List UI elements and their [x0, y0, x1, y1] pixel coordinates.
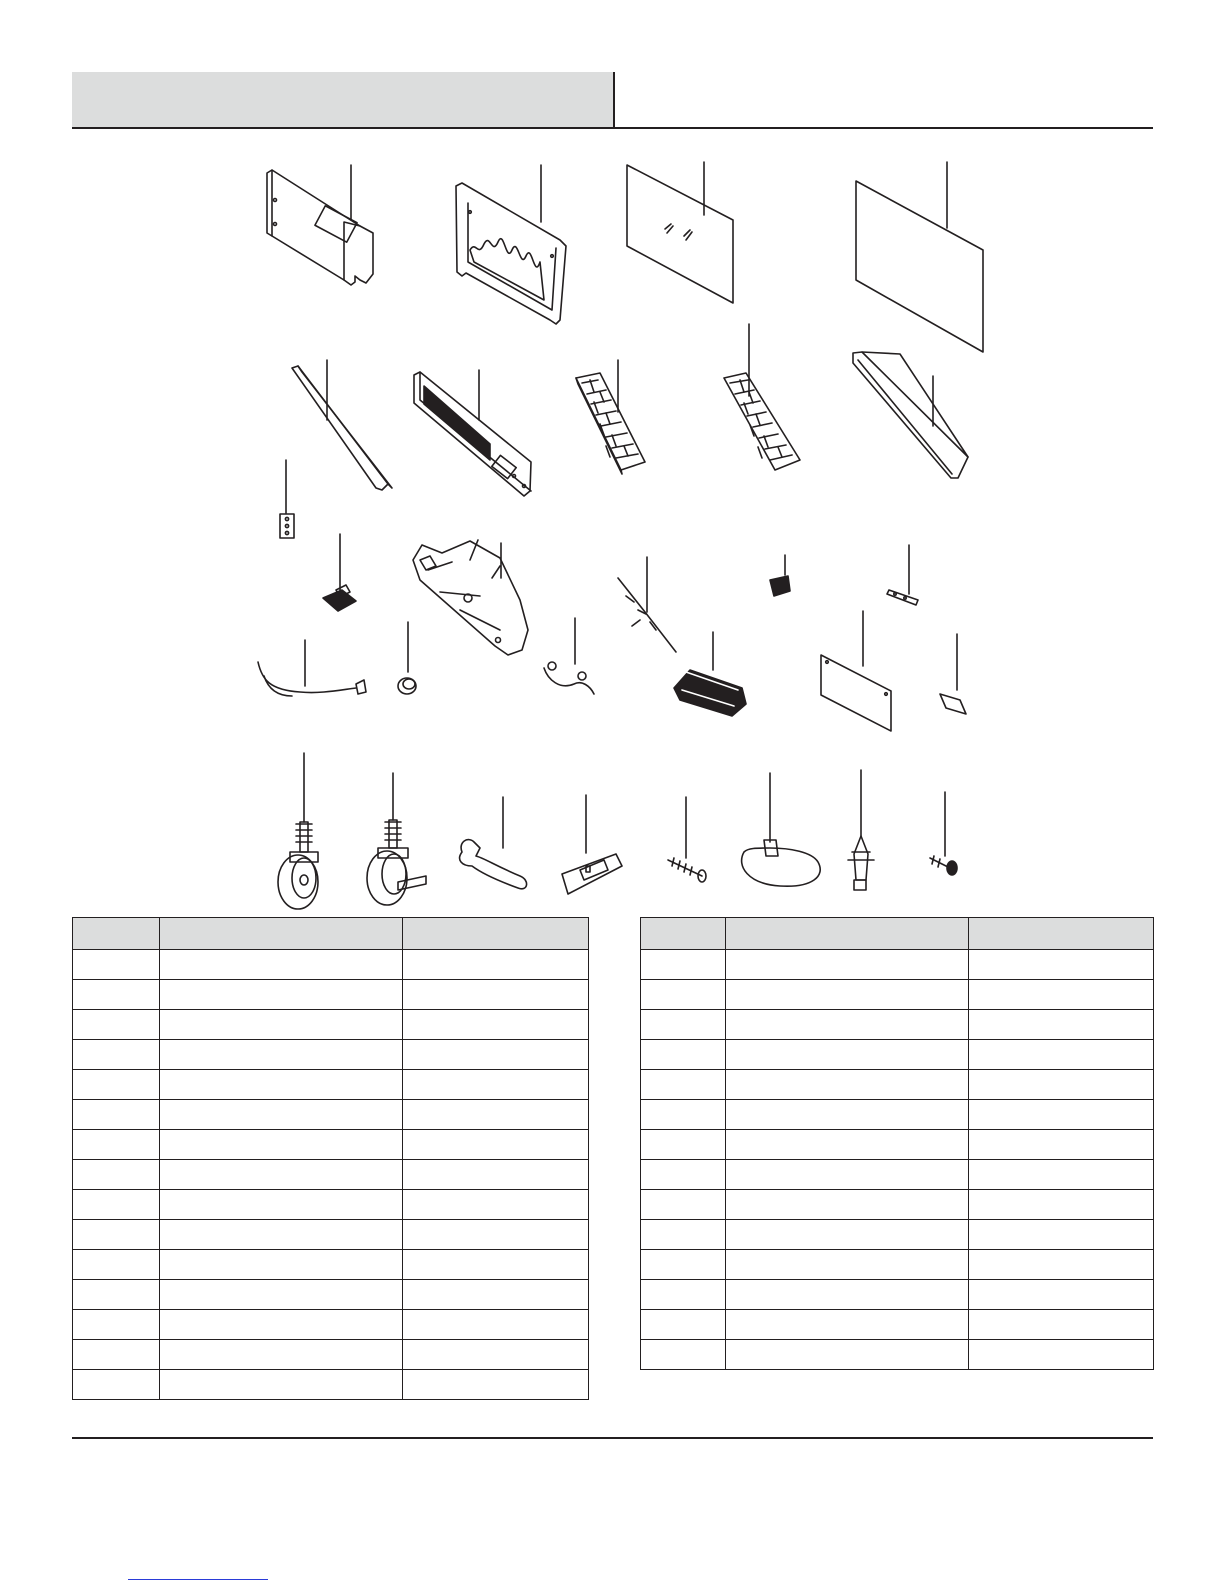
table-cell — [726, 1010, 969, 1040]
table-row — [641, 1190, 1154, 1220]
control-panel-part — [414, 370, 531, 496]
wood-screw-part — [668, 797, 706, 882]
cable-tie-part — [742, 773, 821, 886]
footer-rule — [72, 1437, 1153, 1439]
table-row — [73, 1070, 589, 1100]
table-row — [73, 1190, 589, 1220]
table-cell — [641, 1010, 726, 1040]
table-cell — [641, 1160, 726, 1190]
table-cell — [160, 980, 403, 1010]
machine-screw-part — [930, 792, 957, 875]
table-cell — [160, 1040, 403, 1070]
table-cell — [403, 1130, 589, 1160]
firebox-panel-part — [456, 165, 566, 324]
table-cell — [726, 1070, 969, 1100]
table-cell — [641, 1310, 726, 1340]
table-cell — [403, 1010, 589, 1040]
table-cell — [969, 1310, 1154, 1340]
burner-housing-part — [413, 540, 528, 655]
table-row — [73, 1130, 589, 1160]
table-cell — [641, 980, 726, 1010]
table-cell — [403, 1040, 589, 1070]
top-trim-part — [853, 352, 968, 478]
front-glass-part — [856, 162, 983, 352]
table-cell — [160, 1160, 403, 1190]
table-cell — [403, 980, 589, 1010]
table-cell — [403, 1340, 589, 1370]
table-row — [73, 950, 589, 980]
table-cell — [160, 1340, 403, 1370]
table-cell — [969, 1040, 1154, 1070]
table-row — [73, 1010, 589, 1040]
brick-panel-left-part — [576, 360, 645, 474]
table-cell — [726, 1310, 969, 1340]
table-row — [73, 1370, 589, 1400]
table-cell — [160, 1190, 403, 1220]
table-cell — [73, 1370, 160, 1400]
table-cell — [73, 1070, 160, 1100]
wire-harness-part — [618, 557, 676, 652]
table-cell — [641, 1340, 726, 1370]
back-cover-part — [821, 611, 891, 731]
table-cell — [969, 1100, 1154, 1130]
table-cell — [160, 1070, 403, 1100]
table-cell — [641, 1040, 726, 1070]
table-cell — [73, 1130, 160, 1160]
table-cell — [641, 1250, 726, 1280]
column-header — [73, 918, 160, 950]
table-cell — [73, 1160, 160, 1190]
trim-bar-part — [292, 360, 392, 490]
table-cell — [73, 1280, 160, 1310]
table-cell — [160, 1370, 403, 1400]
table-cell — [403, 1070, 589, 1100]
table-row — [641, 1010, 1154, 1040]
table-cell — [403, 1370, 589, 1400]
table-row — [641, 1040, 1154, 1070]
table-cell — [73, 950, 160, 980]
table-cell — [969, 1130, 1154, 1160]
table-cell — [403, 1280, 589, 1310]
small-bracket-part — [940, 634, 966, 714]
table-cell — [641, 1130, 726, 1160]
table-row — [641, 1130, 1154, 1160]
table-row — [73, 1280, 589, 1310]
table-row — [73, 1220, 589, 1250]
table-row — [73, 1250, 589, 1280]
heater-assembly-part — [674, 632, 746, 716]
table-cell — [969, 1220, 1154, 1250]
wall-anchor-part — [848, 770, 874, 890]
table-cell — [969, 1070, 1154, 1100]
column-header — [726, 918, 969, 950]
table-cell — [726, 1040, 969, 1070]
table-cell — [160, 1280, 403, 1310]
table-row — [73, 1100, 589, 1130]
table-row — [641, 1250, 1154, 1280]
table-cell — [403, 1160, 589, 1190]
footer-link[interactable] — [128, 1579, 268, 1580]
table-cell — [969, 1190, 1154, 1220]
column-header — [403, 918, 589, 950]
table-cell — [969, 1160, 1154, 1190]
table-cell — [403, 1250, 589, 1280]
table-cell — [73, 1250, 160, 1280]
table-cell — [726, 1160, 969, 1190]
table-row — [641, 980, 1154, 1010]
table-cell — [641, 950, 726, 980]
mounting-bracket-part — [887, 545, 918, 605]
table-cell — [73, 1100, 160, 1130]
table-cell — [641, 1280, 726, 1310]
glass-panel-part — [627, 162, 733, 303]
vent-cover-part — [770, 555, 790, 596]
table-cell — [726, 1220, 969, 1250]
table-cell — [73, 980, 160, 1010]
parts-table-left — [72, 917, 589, 1400]
table-row — [641, 1160, 1154, 1190]
table-row — [641, 950, 1154, 980]
brick-panel-right-part — [724, 324, 800, 470]
table-row — [641, 1310, 1154, 1340]
table-cell — [160, 950, 403, 980]
table-cell — [403, 1190, 589, 1220]
table-cell — [726, 980, 969, 1010]
table-cell — [403, 1310, 589, 1340]
table-cell — [641, 1100, 726, 1130]
table-header-row — [641, 918, 1154, 950]
table-row — [641, 1220, 1154, 1250]
table-cell — [969, 1280, 1154, 1310]
thermal-switch-part — [544, 618, 594, 694]
table-row — [641, 1100, 1154, 1130]
table-cell — [641, 1070, 726, 1100]
wrench-part — [460, 797, 527, 889]
table-row — [73, 1310, 589, 1340]
table-cell — [73, 1040, 160, 1070]
table-cell — [726, 1100, 969, 1130]
circuit-board-part — [323, 534, 356, 611]
table-cell — [969, 1340, 1154, 1370]
table-cell — [160, 1010, 403, 1040]
table-cell — [160, 1220, 403, 1250]
table-cell — [160, 1100, 403, 1130]
parts-table-right — [640, 917, 1154, 1370]
table-cell — [403, 1100, 589, 1130]
table-cell — [969, 950, 1154, 980]
plug-adapter-part — [562, 795, 622, 894]
table-row — [641, 1280, 1154, 1310]
caster-wheel-part — [278, 753, 318, 909]
table-row — [641, 1070, 1154, 1100]
table-cell — [726, 1250, 969, 1280]
table-cell — [73, 1190, 160, 1220]
power-cord-part — [258, 640, 366, 696]
table-cell — [969, 1250, 1154, 1280]
table-cell — [403, 1220, 589, 1250]
table-row — [73, 980, 589, 1010]
table-cell — [641, 1220, 726, 1250]
table-cell — [969, 1010, 1154, 1040]
table-row — [641, 1340, 1154, 1370]
table-cell — [403, 950, 589, 980]
table-cell — [73, 1220, 160, 1250]
table-cell — [726, 1130, 969, 1160]
table-cell — [73, 1310, 160, 1340]
caster-wheel-brake-part — [367, 773, 426, 905]
table-cell — [726, 950, 969, 980]
table-row — [73, 1160, 589, 1190]
table-row — [73, 1040, 589, 1070]
table-cell — [73, 1010, 160, 1040]
table-cell — [969, 980, 1154, 1010]
table-row — [73, 1340, 589, 1370]
back-panel-part — [267, 165, 373, 285]
table-cell — [73, 1340, 160, 1370]
column-header — [969, 918, 1154, 950]
table-cell — [641, 1190, 726, 1220]
table-cell — [726, 1340, 969, 1370]
column-header — [160, 918, 403, 950]
table-header-row — [73, 918, 589, 950]
table-cell — [726, 1190, 969, 1220]
column-header — [641, 918, 726, 950]
bracket-part — [280, 460, 294, 538]
table-cell — [160, 1310, 403, 1340]
table-cell — [160, 1250, 403, 1280]
table-cell — [726, 1280, 969, 1310]
knob-part — [398, 622, 416, 694]
table-cell — [160, 1130, 403, 1160]
